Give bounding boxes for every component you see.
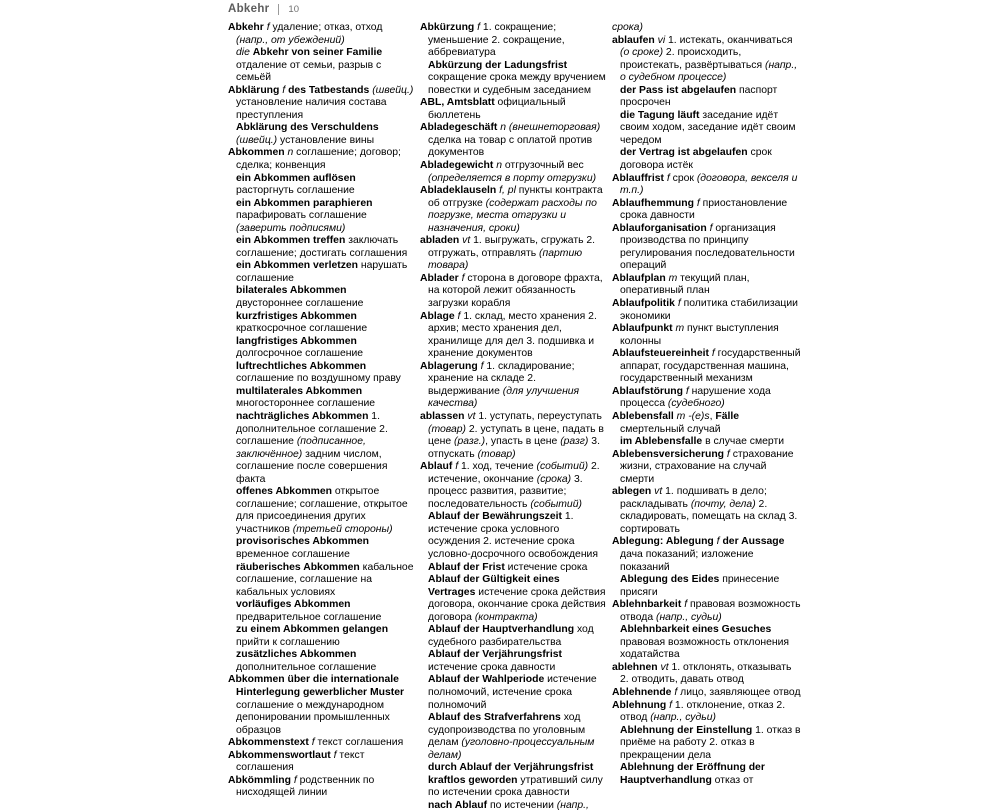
dictionary-entry-continuation: срока) <box>612 22 643 33</box>
dictionary-entry: Abkommen über die internationale Hinterlegung gewerblicher Muster соглашение о международном депонировании промышленных образцов <box>228 674 405 736</box>
dictionary-subentry: Ablehnung der Eröffnung der Hauptverhandlung отказ от <box>620 762 765 786</box>
dictionary-entry: Abkommen n соглашение; договор; сделка; конвенция <box>228 147 401 172</box>
dictionary-entry: Abkommenstext f текст соглашения <box>228 737 404 749</box>
column-container <box>228 22 988 811</box>
dictionary-entry: Ablebensversicherung f страхование жизни, страхование на случай смерти <box>612 448 794 485</box>
dictionary-subentry: Ablauf der Verjährungsfrist истечение срока давности <box>428 649 562 673</box>
dictionary-subentry: Ablauf der Hauptverhandlung ход судебного разбирательства <box>428 624 594 648</box>
running-head-divider <box>278 4 279 15</box>
dictionary-subentry: die Abkehr von seiner Familie отдаление от семьи, разрыв с семьёй <box>236 47 383 84</box>
dictionary-column-3 <box>612 22 802 798</box>
dictionary-subentry: der Vertrag ist abgelaufen срок договора истёк <box>620 147 772 172</box>
dictionary-subentry: Ablauf des Strafverfahrens ход судопроизводства по уголовным делам (уголовно-процессуальным делам) <box>428 712 595 761</box>
dictionary-subentry: Ablehnung der Einstellung 1. отказ в приёме на работу 2. отказ в прекращении дела <box>620 724 801 761</box>
dictionary-entry: Abladegeschäft n (внешнеторговая) сделка на товар с оплатой против документов <box>420 122 601 159</box>
dictionary-entry: Abkürzung f 1. сокращение; уменьшение 2. сокращение, аббревиатура <box>420 22 565 59</box>
dictionary-subentry: provisorisches Abkommen временное соглашение <box>236 536 370 560</box>
dictionary-entry: Ablaufpunkt m пункт выступления колонны <box>612 323 779 347</box>
dictionary-entry: Ablaufstörung f нарушение хода процесса (судебного) <box>612 385 771 410</box>
dictionary-subentry: der Pass ist abgelaufen паспорт просрочен <box>620 84 778 109</box>
running-head <box>228 1 299 17</box>
dictionary-subentry: nach Ablauf по истечении (напр., <box>428 799 589 811</box>
dictionary-entry: Ablehnende f лицо, заявляющее отвод <box>612 686 801 698</box>
dictionary-subentry: luftrechtliches Abkommen соглашение по воздушному праву <box>236 360 401 385</box>
dictionary-subentry: kurzfristiges Abkommen краткосрочное соглашение <box>236 310 368 335</box>
dictionary-entry: Ablauforganisation f организация производства по принципу регулирования последовательности операций <box>612 222 795 272</box>
dictionary-subentry: Ablegung des Eides принесение присяги <box>620 574 780 598</box>
dictionary-subentry: Ablauf der Frist истечение срока <box>428 561 588 573</box>
dictionary-subentry: ein Abkommen verletzen нарушать соглашение <box>236 260 408 284</box>
dictionary-subentry: ein Abkommen auflösen расторгнуть соглашение <box>236 172 356 197</box>
dictionary-subentry: die Tagung läuft заседание идёт своим ходом, заседание идёт своим чередом <box>620 109 796 146</box>
dictionary-entry: Ablage f 1. склад, место хранения 2. архив; место хранения дел, хранилище для дел 3. подшивка и хранение документов <box>420 310 597 360</box>
dictionary-subentry: multilaterales Abkommen многостороннее соглашение <box>236 385 376 410</box>
dictionary-entry: Ablegung: Ablegung f der Aussage дача показаний; изложение показаний <box>612 536 785 573</box>
dictionary-subentry: nachträgliches Abkommen 1. дополнительное соглашение 2. соглашение (подписанное, заключённое) задним числом, соглашение после совершения факта <box>236 410 388 485</box>
running-head-word: Abkehr <box>228 3 270 15</box>
dictionary-entry: Ablaufplan m текущий план, оперативный план <box>612 272 750 297</box>
dictionary-entry: Abklärung f des Tatbestands (швейц.) установление наличия состава преступления <box>228 84 414 121</box>
dictionary-subentry: langfristiges Abkommen долгосрочное соглашение <box>236 335 364 360</box>
dictionary-entry: Ablebensfall m -(e)s, Fälle смертельный случай <box>612 410 740 435</box>
dictionary-subentry: durch Ablauf der Verjährungsfrist kraftlos geworden утративший силу по истечении срока давности <box>428 762 603 799</box>
dictionary-entry: Ablehnbarkeit f правовая возможность отвода (напр., судьи) <box>612 599 801 623</box>
dictionary-entry: Abladegewicht n отгрузочный вес (определяется в порту отгрузки) <box>420 160 597 184</box>
dictionary-column-1 <box>228 22 414 798</box>
dictionary-subentry: Abkürzung der Ladungsfrist сокращение срока между вручением повестки и судебным заседанием <box>428 59 606 96</box>
dictionary-entry: ablassen vt 1. уступать, переуступать (товар) 2. уступать в цене, падать в цене (разг.), упасть в цене (разг) 3. отпускать (товар) <box>420 410 604 460</box>
dictionary-subentry: räuberisches Abkommen кабальное соглашение, соглашение на кабальных условиях <box>236 561 414 598</box>
dictionary-entry: Abkömmling f родственник по нисходящей линии <box>228 774 375 799</box>
dictionary-entry: Abladeklauseln f, pl пункты контракта об отгрузке (содержат расходы по погрузке, места отгрузки и назначения, сроки) <box>420 185 603 234</box>
dictionary-subentry: im Ablebensfalle в случае смерти <box>620 436 785 448</box>
dictionary-entry: abladen vt 1. выгружать, сгружать 2. отгружать, отправлять (партию товара) <box>420 235 596 272</box>
dictionary-entry: ABL, Amtsblatt официальный бюллетень <box>420 97 566 121</box>
dictionary-entry: ablegen vt 1. подшивать в дело; раскладывать (почту, дела) 2. складировать, помещать на склад 3. сортировать <box>612 486 798 535</box>
dictionary-subentry: ein Abkommen paraphieren парафировать соглашение (заверить подписями) <box>236 197 373 234</box>
dictionary-entry: Ablauf f 1. ход, течение (событий) 2. истечение, окончание (срока) 3. процесс развития, развитие; последовательность (событий) <box>420 461 600 510</box>
dictionary-subentry: ein Abkommen treffen заключать соглашение; достигать соглашения <box>236 235 408 259</box>
dictionary-subentry: Ablauf der Wahlperiode истечение полномочий, истечение срока полномочий <box>428 674 597 711</box>
dictionary-subentry: Ablauf der Gültigkeit eines Vertrages истечение срока действия договора, окончание срока действия договора (контракта) <box>428 574 606 623</box>
dictionary-subentry: zu einem Abkommen gelangen прийти к соглашению <box>236 624 389 648</box>
dictionary-subentry: offenes Abkommen открытое соглашение; соглашение, открытое для присоединения других участников (третьей стороны) <box>236 486 408 535</box>
dictionary-entry: Ablehnung f 1. отклонение, отказ 2. отвод (напр., судьи) <box>612 699 786 724</box>
dictionary-subentry: zusätzliches Abkommen дополнительное соглашение <box>236 649 377 673</box>
dictionary-entry: Abkommenswortlaut f текст соглашения <box>228 749 365 774</box>
dictionary-entry: Ablaufsteuereinheit f государственный аппарат, государственная машина, государственный механизм <box>612 348 801 385</box>
dictionary-entry: Ablaufpolitik f политика стабилизации экономики <box>612 298 798 322</box>
dictionary-entry: ablaufen vi 1. истекать, оканчиваться (о сроке) 2. происходить, проистекать, развёртываться (напр., о судебном процессе) <box>612 34 798 84</box>
dictionary-entry: Ablagerung f 1. складирование; хранение на складе 2. выдерживание (для улучшения качества) <box>420 360 580 410</box>
dictionary-entry: ablehnen vt 1. отклонять, отказывать 2. отводить, давать отвод <box>612 661 792 686</box>
dictionary-subentry: Abklärung des Verschuldens (швейц.) установление вины <box>236 122 379 146</box>
dictionary-subentry: Ablehnbarkeit eines Gesuches правовая возможность отклонения ходатайства <box>620 624 790 661</box>
dictionary-subentry: bilaterales Abkommen двустороннее соглашение <box>236 285 364 310</box>
dictionary-entry: Ablauffrist f срок (договора, векселя и т.п.) <box>612 172 798 197</box>
dictionary-entry: Ablader f сторона в договоре фрахта, на которой лежит обязанность загрузки корабля <box>420 272 603 310</box>
dictionary-entry: Abkehr f удаление; отказ, отход (напр., от убеждений) <box>228 22 383 46</box>
dictionary-entry: Ablaufhemmung f приостановление срока давности <box>612 197 788 222</box>
dictionary-column-2 <box>420 22 606 811</box>
page-number: 10 <box>288 3 299 15</box>
dictionary-subentry: vorläufiges Abkommen предварительное соглашение <box>236 599 382 623</box>
dictionary-subentry: Ablauf der Bewährungszeit 1. истечение срока условного осуждения 2. истечение срока условно-досрочного освобождения <box>428 511 598 560</box>
